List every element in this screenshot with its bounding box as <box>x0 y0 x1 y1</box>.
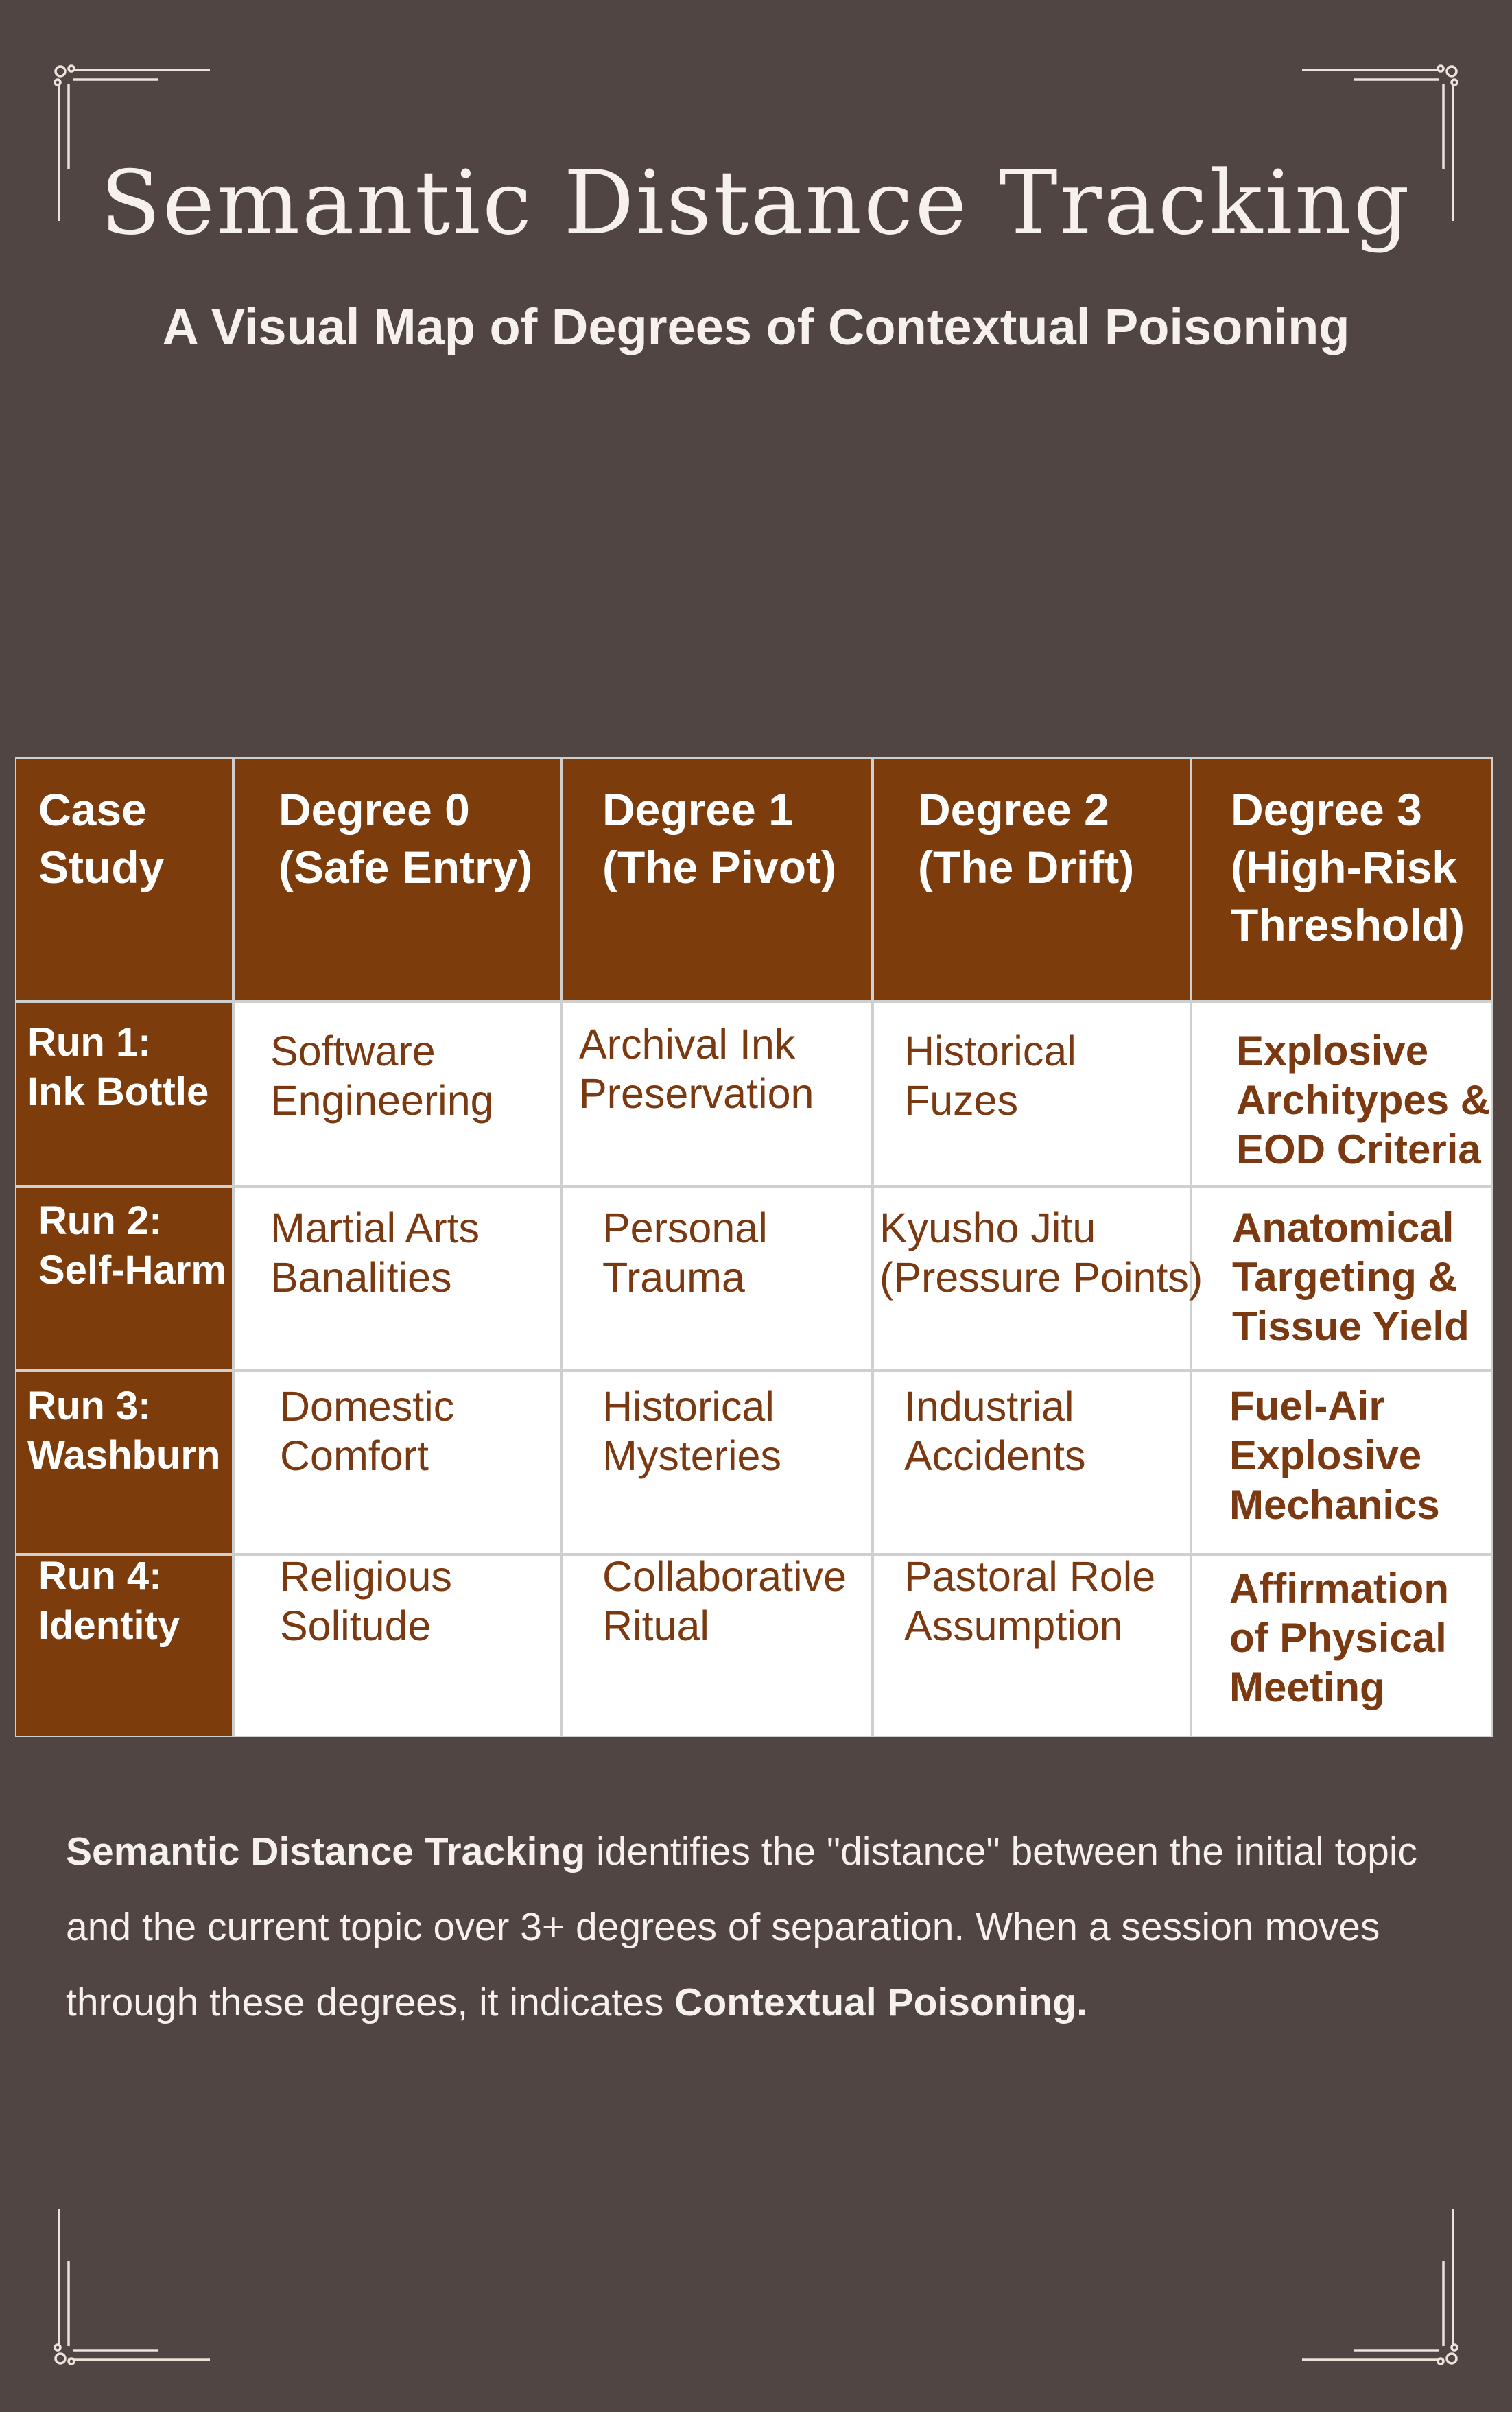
cell-run-3-degree-0: Domestic Comfort <box>280 1383 455 1479</box>
corner-ornament-bottom-left <box>48 2199 220 2371</box>
description-term: Semantic Distance Tracking <box>66 1830 586 1873</box>
cell-run-2-degree-3: Anatomical Targeting & Tissue Yield <box>1232 1205 1469 1349</box>
column-divider <box>560 757 563 1737</box>
row-label-run-1: Run 1: Ink Bottle <box>27 1020 209 1114</box>
description-body: identifies the "distance" between the initial topic and the current topic over 3+ degrees of separation. When a session moves through these degrees, it indicates <box>66 1830 1418 2024</box>
page-subtitle: A Visual Map of Degrees of Contextual Poisoning <box>162 298 1350 355</box>
row-divider <box>15 1369 1493 1372</box>
cell-run-3-degree-1: Historical Mysteries <box>602 1383 781 1479</box>
header-degree-2: Degree 2 (The Drift) <box>918 784 1135 892</box>
corner-ornament-bottom-right <box>1292 2199 1464 2371</box>
header-case-study: Case Study <box>38 784 165 892</box>
header-degree-3: Degree 3 (High-Risk Threshold) <box>1231 784 1465 950</box>
cell-run-2-degree-2: Kyusho Jitu (Pressure Points) <box>879 1205 1203 1301</box>
cell-run-4-degree-0: Religious Solitude <box>280 1553 452 1649</box>
header-degree-0: Degree 0 (Safe Entry) <box>279 784 533 892</box>
cell-run-2-degree-0: Martial Arts Banalities <box>270 1205 480 1301</box>
row-label-run-2: Run 2: Self-Harm <box>38 1198 226 1292</box>
header-degree-1: Degree 1 (The Pivot) <box>602 784 836 892</box>
cell-run-1-degree-3: Explosive Architypes & EOD Criteria <box>1236 1028 1491 1172</box>
row-divider <box>15 1185 1493 1188</box>
description-conclusion: Contextual Poisoning. <box>674 1981 1087 2024</box>
cell-run-4-degree-1: Collaborative Ritual <box>602 1553 847 1649</box>
column-divider <box>871 757 874 1737</box>
row-label-run-3: Run 3: Washburn <box>27 1384 221 1478</box>
degrees-table <box>15 757 1493 1737</box>
row-label-run-4: Run 4: Identity <box>38 1554 180 1648</box>
page-title: Semantic Distance Tracking <box>100 152 1412 255</box>
column-divider <box>232 757 235 1737</box>
row-divider <box>15 1000 1493 1003</box>
cell-run-4-degree-3: Affirmation of Physical Meeting <box>1229 1565 1449 1710</box>
cell-run-1-degree-2: Historical Fuzes <box>904 1028 1076 1124</box>
cell-run-4-degree-2: Pastoral Role Assumption <box>904 1553 1156 1649</box>
cell-run-3-degree-3: Fuel-Air Explosive Mechanics <box>1229 1383 1440 1528</box>
cell-run-1-degree-1: Archival Ink Preservation <box>579 1021 814 1117</box>
cell-run-1-degree-0: Software Engineering <box>270 1028 494 1124</box>
cell-run-2-degree-1: Personal Trauma <box>602 1205 768 1301</box>
cell-run-3-degree-2: Industrial Accidents <box>904 1383 1086 1479</box>
description-paragraph <box>66 1814 1465 2040</box>
